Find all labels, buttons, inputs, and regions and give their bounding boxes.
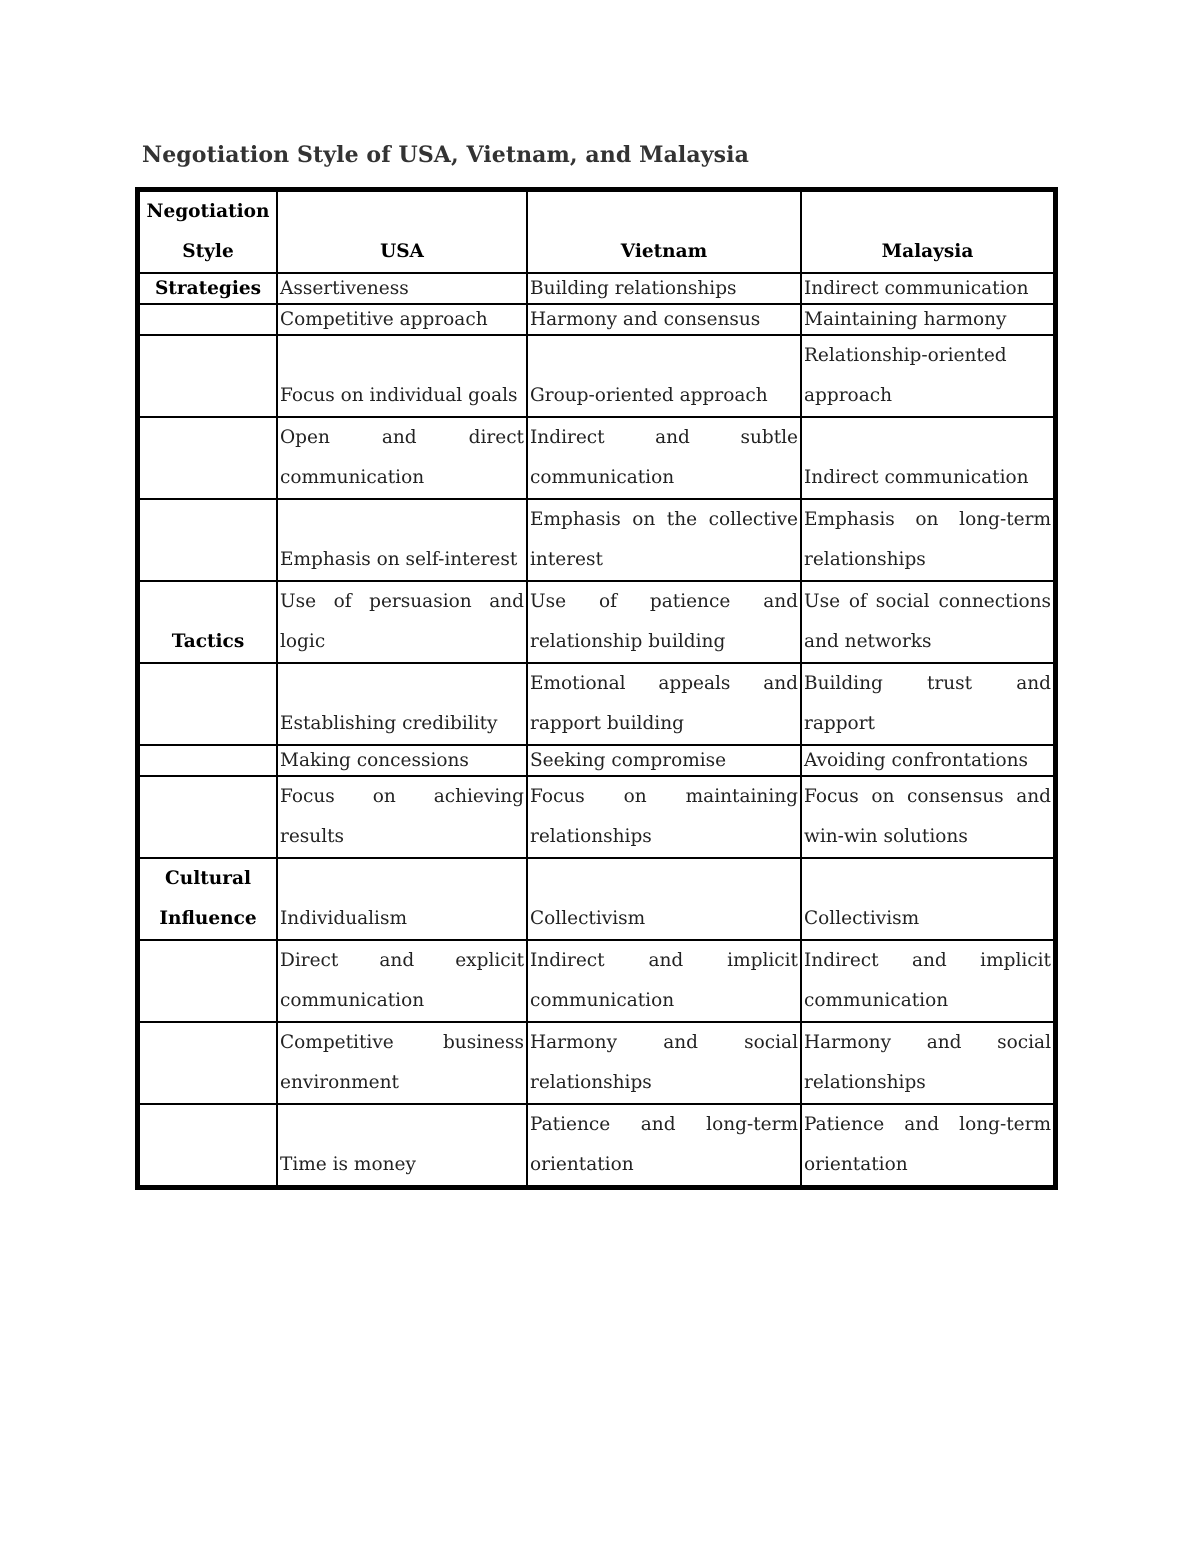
vietnam-cell: Focus on maintaining relationships bbox=[527, 776, 801, 858]
category-cell bbox=[139, 1022, 277, 1104]
negotiation-style-table bbox=[138, 190, 1055, 1187]
vietnam-cell: Patience and long-term orientation bbox=[527, 1104, 801, 1186]
usa-cell: Open and direct communication bbox=[277, 417, 527, 499]
header-vietnam: Vietnam bbox=[527, 191, 801, 273]
usa-cell: Time is money bbox=[277, 1104, 527, 1186]
usa-cell: Making concessions bbox=[277, 745, 527, 776]
usa-cell: Direct and explicit communication bbox=[277, 940, 527, 1022]
negotiation-table-frame bbox=[135, 187, 1058, 1190]
vietnam-cell: Harmony and consensus bbox=[527, 304, 801, 335]
usa-cell: Individualism bbox=[277, 858, 527, 940]
vietnam-cell: Building relationships bbox=[527, 273, 801, 304]
vietnam-cell: Emphasis on the collective interest bbox=[527, 499, 801, 581]
usa-cell: Focus on individual goals bbox=[277, 335, 527, 417]
table-row bbox=[139, 273, 1054, 304]
malaysia-cell: Patience and long-term orientation bbox=[801, 1104, 1054, 1186]
table-row bbox=[139, 335, 1054, 417]
malaysia-cell: Maintaining harmony bbox=[801, 304, 1054, 335]
category-cell bbox=[139, 940, 277, 1022]
malaysia-cell: Collectivism bbox=[801, 858, 1054, 940]
document-title: Negotiation Style of USA, Vietnam, and Malaysia bbox=[142, 142, 749, 168]
malaysia-cell: Avoiding confrontations bbox=[801, 745, 1054, 776]
category-cell: Strategies bbox=[139, 273, 277, 304]
header-usa: USA bbox=[277, 191, 527, 273]
usa-cell: Assertiveness bbox=[277, 273, 527, 304]
table-row bbox=[139, 776, 1054, 858]
vietnam-cell: Group-oriented approach bbox=[527, 335, 801, 417]
vietnam-cell: Indirect and implicit communication bbox=[527, 940, 801, 1022]
category-cell bbox=[139, 663, 277, 745]
vietnam-cell: Emotional appeals and rapport building bbox=[527, 663, 801, 745]
vietnam-cell: Collectivism bbox=[527, 858, 801, 940]
usa-cell: Use of persuasion and logic bbox=[277, 581, 527, 663]
table-row bbox=[139, 940, 1054, 1022]
malaysia-cell: Relationship-oriented approach bbox=[801, 335, 1054, 417]
table-row bbox=[139, 1104, 1054, 1186]
malaysia-cell: Building trust and rapport bbox=[801, 663, 1054, 745]
malaysia-cell: Indirect communication bbox=[801, 273, 1054, 304]
malaysia-cell: Use of social connections and networks bbox=[801, 581, 1054, 663]
table-row bbox=[139, 745, 1054, 776]
category-cell bbox=[139, 776, 277, 858]
table-row bbox=[139, 581, 1054, 663]
category-cell bbox=[139, 499, 277, 581]
category-cell bbox=[139, 304, 277, 335]
usa-cell: Emphasis on self-interest bbox=[277, 499, 527, 581]
vietnam-cell: Use of patience and relationship building bbox=[527, 581, 801, 663]
table-header-row bbox=[139, 191, 1054, 273]
header-malaysia: Malaysia bbox=[801, 191, 1054, 273]
usa-cell: Establishing credibility bbox=[277, 663, 527, 745]
header-negotiation-style: Negotiation Style bbox=[139, 191, 277, 273]
table-row bbox=[139, 499, 1054, 581]
table-row bbox=[139, 663, 1054, 745]
vietnam-cell: Indirect and subtle communication bbox=[527, 417, 801, 499]
usa-cell: Competitive approach bbox=[277, 304, 527, 335]
malaysia-cell: Indirect communication bbox=[801, 417, 1054, 499]
malaysia-cell: Harmony and social relationships bbox=[801, 1022, 1054, 1104]
malaysia-cell: Indirect and implicit communication bbox=[801, 940, 1054, 1022]
category-cell bbox=[139, 417, 277, 499]
category-cell bbox=[139, 745, 277, 776]
vietnam-cell: Seeking compromise bbox=[527, 745, 801, 776]
table-row bbox=[139, 858, 1054, 940]
category-cell: Cultural Influence bbox=[139, 858, 277, 940]
table-row bbox=[139, 1022, 1054, 1104]
malaysia-cell: Emphasis on long-term relationships bbox=[801, 499, 1054, 581]
category-cell: Tactics bbox=[139, 581, 277, 663]
usa-cell: Competitive business environment bbox=[277, 1022, 527, 1104]
usa-cell: Focus on achieving results bbox=[277, 776, 527, 858]
table-row bbox=[139, 417, 1054, 499]
category-cell bbox=[139, 335, 277, 417]
vietnam-cell: Harmony and social relationships bbox=[527, 1022, 801, 1104]
malaysia-cell: Focus on consensus and win-win solutions bbox=[801, 776, 1054, 858]
category-cell bbox=[139, 1104, 277, 1186]
table-row bbox=[139, 304, 1054, 335]
